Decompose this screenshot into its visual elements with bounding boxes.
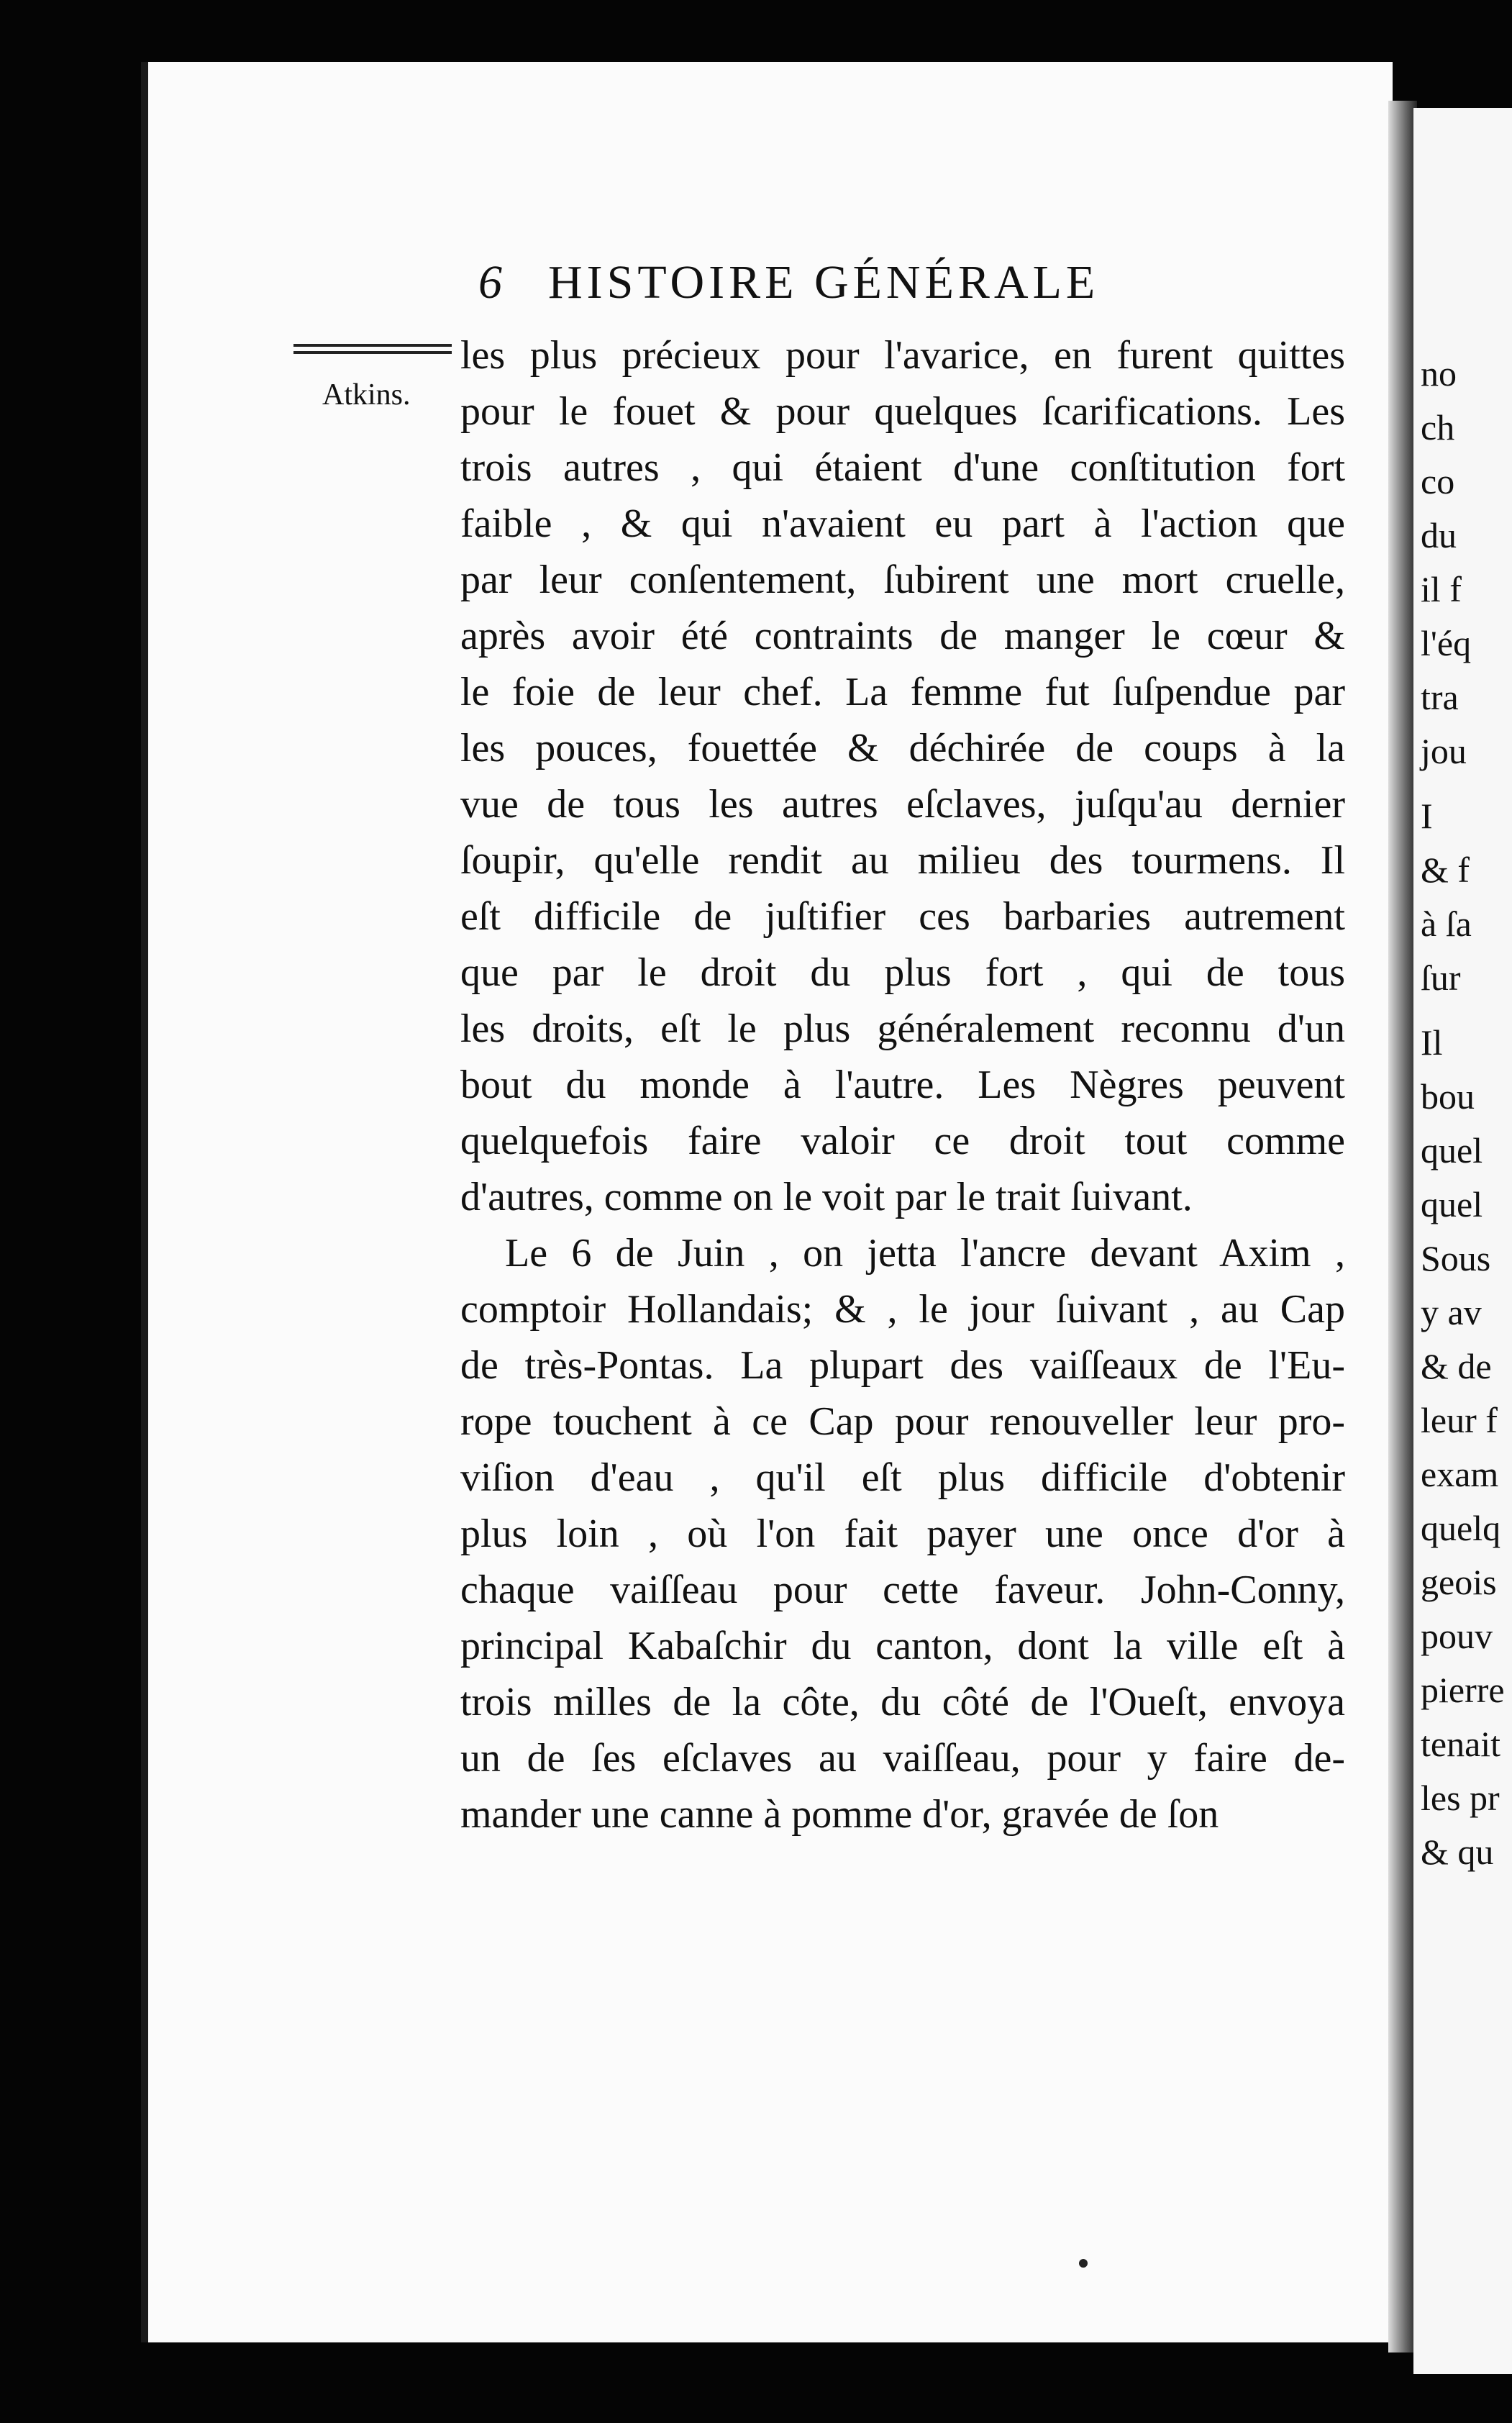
margin-rule [293,344,452,358]
text-line: quelquefois faire valoir ce droit tout comme [460,1119,1345,1163]
page-speck [1079,2259,1088,2268]
text-line: faible , & qui n'avaient eu part à l'action que [460,501,1345,546]
text-line: eſt difficile de juſtifier ces barbaries autrement [460,894,1345,939]
facing-page-text: exam [1421,1454,1499,1494]
facing-page-text: ch [1421,407,1455,447]
margin-note: Atkins. [322,378,411,412]
facing-page-text: tra [1421,677,1459,717]
facing-page-text: il f [1421,569,1462,609]
text-line: après avoir été contraints de manger le cœur & [460,614,1345,658]
text-line: ſoupir, qu'elle rendit au milieu des tourmens. Il [460,838,1345,883]
facing-page-text: à ſa [1421,904,1472,944]
facing-page-edge [1413,108,1512,2374]
text-line: le foie de leur chef. La femme fut ſuſpendue par [460,670,1345,714]
facing-page-text: Il [1421,1022,1443,1063]
facing-page-text: pouv [1421,1616,1493,1656]
text-line: trois milles de la côte, du côté de l'Oueſt, envoya [460,1680,1345,1724]
running-header [478,255,1099,310]
text-line: que par le droit du plus fort , qui de tous [460,950,1345,995]
text-line: viſion d'eau , qu'il eſt plus difficile d'obtenir [460,1455,1345,1500]
text-line: vue de tous les autres eſclaves, juſqu'au dernier [460,782,1345,827]
text-line: mander une canne à pomme d'or, gravée de ſon [460,1792,1219,1837]
facing-page-text: co [1421,461,1455,501]
text-line: un de ſes eſclaves au vaiſſeau, pour y faire de- [460,1736,1345,1781]
text-line: plus loin , où l'on fait payer une once d'or à [460,1511,1345,1556]
facing-page-text: & f [1421,850,1470,890]
facing-page-text: ſur [1421,958,1461,998]
text-line: de très-Pontas. La plupart des vaiſſeaux de l'Eu- [460,1343,1345,1388]
facing-page-text: quel [1421,1130,1483,1170]
facing-page-text: pierre [1421,1670,1505,1710]
text-line: d'autres, comme on le voit par le trait ſuivant. [460,1175,1193,1219]
page-gutter [1388,101,1417,2352]
facing-page-text: les pr [1421,1778,1500,1818]
page-number: 6 [478,256,506,309]
facing-page-text: & qu [1421,1832,1494,1872]
facing-page-text: no [1421,353,1457,394]
text-line: bout du monde à l'autre. Les Nègres peuvent [460,1063,1345,1107]
text-line: chaque vaiſſeau pour cette faveur. John-Conny, [460,1568,1345,1612]
facing-page-text: l'éq [1421,623,1472,663]
facing-page-text: Sous [1421,1238,1491,1278]
running-title: HISTOIRE GÉNÉRALE [548,256,1100,309]
text-line: pour le fouet & pour quelques ſcarifications. Les [460,389,1345,434]
text-line: comptoir Hollandais; & , le jour ſuivant , au Cap [460,1287,1345,1332]
text-line: les plus précieux pour l'avarice, en furent quittes [460,333,1345,378]
text-line: rope touchent à ce Cap pour renouveller leur pro- [460,1399,1345,1444]
text-line: les droits, eſt le plus généralement reconnu d'un [460,1006,1345,1051]
text-line: Le 6 de Juin , on jetta l'ancre devant Axim , [505,1231,1345,1276]
body-text [460,327,1345,1842]
facing-page-text: geois [1421,1562,1497,1602]
text-line: par leur conſentement, ſubirent une mort cruelle, [460,558,1345,602]
facing-page-text: jou [1421,731,1467,771]
facing-page-text: leur f [1421,1400,1498,1440]
text-line: les pouces, fouettée & déchirée de coups à la [460,726,1345,770]
text-line: trois autres , qui étaient d'une conſtitution fort [460,445,1345,490]
text-line: principal Kabaſchir du canton, dont la ville eſt à [460,1624,1345,1668]
facing-page-text: & de [1421,1346,1492,1386]
facing-page-text: y av [1421,1292,1482,1332]
facing-page-text: du [1421,515,1457,555]
facing-page-text: tenait [1421,1724,1501,1764]
facing-page-text: bou [1421,1076,1475,1117]
facing-page-text: quel [1421,1184,1483,1224]
facing-page-text: quelq [1421,1508,1501,1548]
facing-page-text: I [1421,796,1433,836]
